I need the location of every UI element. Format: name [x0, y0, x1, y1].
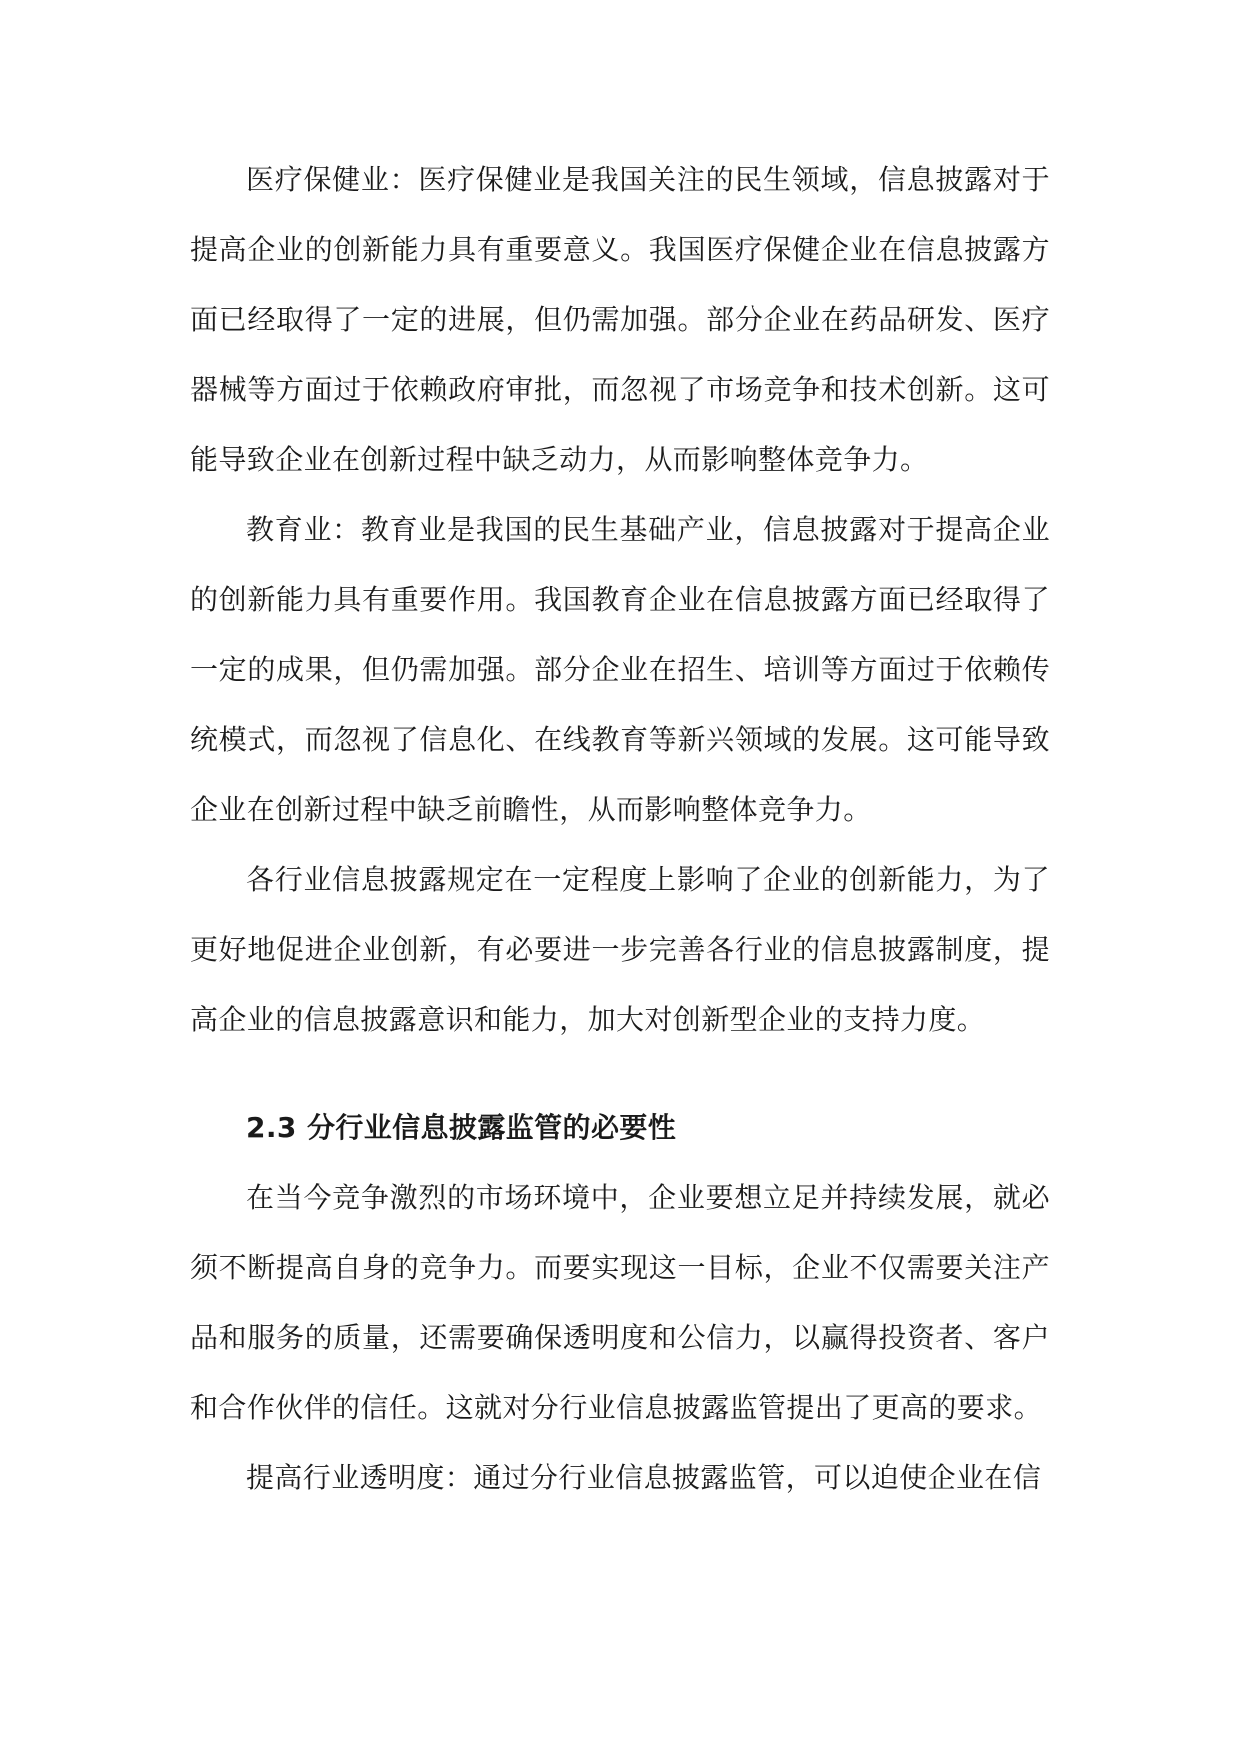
document-body	[190, 145, 1050, 1513]
paragraph-competition: 在当今竞争激烈的市场环境中，企业要想立足并持续发展，就必须不断提高自身的竞争力。而要实现这一目标，企业不仅需要关注产品和服务的质量，还需要确保透明度和公信力，以赢得投资者、客户和合作伙伴的信任。这就对分行业信息披露监管提出了更高的要求。	[190, 1181, 1050, 1424]
paragraph-education: 教育业：教育业是我国的民生基础产业，信息披露对于提高企业的创新能力具有重要作用。我国教育企业在信息披露方面已经取得了一定的成果，但仍需加强。部分企业在招生、培训等方面过于依赖传统模式，而忽视了信息化、在线教育等新兴领域的发展。这可能导致企业在创新过程中缺乏前瞻性，从而影响整体竞争力。	[190, 513, 1050, 826]
paragraph-healthcare: 医疗保健业：医疗保健业是我国关注的民生领域，信息披露对于提高企业的创新能力具有重要意义。我国医疗保健企业在信息披露方面已经取得了一定的进展，但仍需加强。部分企业在药品研发、医疗器械等方面过于依赖政府审批，而忽视了市场竞争和技术创新。这可能导致企业在创新过程中缺乏动力，从而影响整体竞争力。	[190, 163, 1050, 476]
paragraph-transparency: 提高行业透明度：通过分行业信息披露监管，可以迫使企业在信	[246, 1461, 1042, 1494]
section-heading: 2.3 分行业信息披露监管的必要性	[246, 1111, 677, 1144]
paragraph-summary: 各行业信息披露规定在一定程度上影响了企业的创新能力，为了更好地促进企业创新，有必要进一步完善各行业的信息披露制度，提高企业的信息披露意识和能力，加大对创新型企业的支持力度。	[190, 863, 1050, 1036]
